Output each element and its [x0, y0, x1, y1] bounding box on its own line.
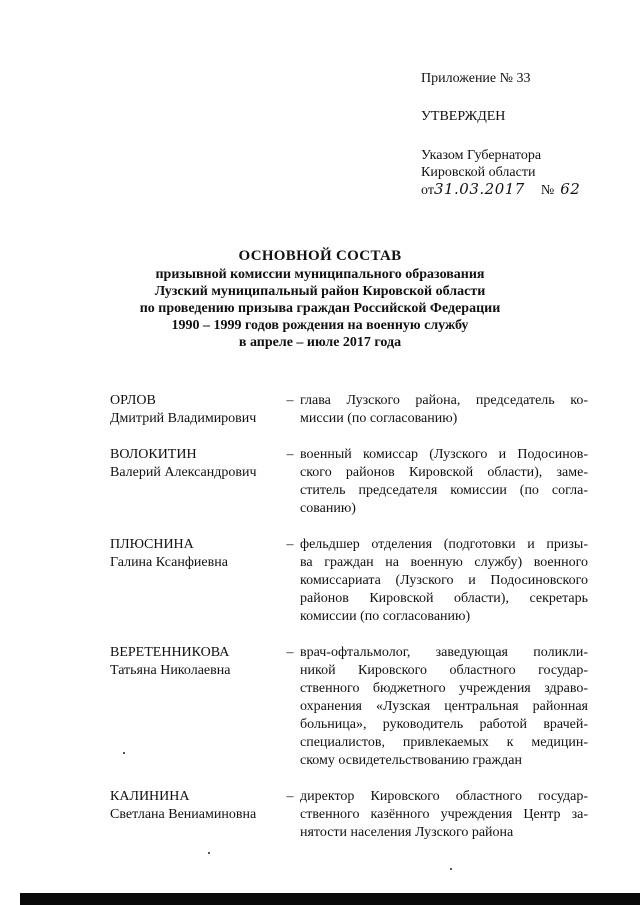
scan-speck: [450, 868, 452, 870]
member-entry: [110, 788, 588, 842]
member-name: [110, 644, 280, 770]
decree-date-line: [421, 181, 621, 199]
decree-number-label: №: [540, 183, 555, 198]
member-role-line: ского районов Кировской области), заме-: [300, 465, 588, 480]
member-given-names: Татьяна Николаевна: [110, 663, 231, 678]
member-role-line: ственного бюджетного учреждения здраво-: [300, 681, 588, 696]
member-entry: [110, 446, 588, 518]
member-role-line: больница», руководитель работой врачей-: [300, 717, 588, 732]
title-line: Лузский муниципальный район Кировской области: [154, 284, 486, 299]
member-role-line: охранения «Лузская центральная районная: [300, 699, 588, 714]
decree-line-2: Кировской области: [421, 165, 536, 180]
member-role-line: никой Кировского областного государ-: [300, 663, 588, 678]
member-role: [300, 446, 588, 518]
member-surname: ПЛЮСНИНА: [110, 537, 194, 552]
member-role: [300, 536, 588, 626]
member-dash: –: [286, 537, 294, 552]
member-name: [110, 446, 280, 518]
member-role-line: скому освидетельствованию граждан: [300, 753, 522, 768]
title-line: в апреле – июле 2017 года: [238, 335, 402, 350]
member-entry: [110, 392, 588, 428]
scan-speck: [208, 852, 210, 854]
member-given-names: Светлана Вениаминовна: [110, 807, 257, 822]
member-role-line: специалистов, привлекаемых к медицин-: [300, 735, 588, 750]
member-dash: –: [286, 447, 294, 462]
member-role-line: фельдшер отделения (подготовки и призы-: [300, 537, 588, 552]
member-role-line: нятости населения Лузского района: [300, 825, 514, 840]
title-line: призывной комиссии муниципального образования: [155, 267, 485, 282]
member-surname: ВЕРЕТЕННИКОВА: [110, 645, 230, 660]
member-role-line: сованию): [300, 501, 356, 516]
document-title: [0, 247, 640, 351]
title-line: 1990 – 1999 годов рождения на военную службу: [171, 318, 469, 333]
member-surname: КАЛИНИНА: [110, 789, 190, 804]
member-name: [110, 536, 280, 626]
member-name: [110, 392, 280, 428]
title-line: по проведению призыва граждан Российской Федерации: [139, 301, 501, 316]
member-given-names: Галина Ксанфиевна: [110, 555, 228, 570]
member-surname: ВОЛОКИТИН: [110, 447, 197, 462]
member-dash: –: [286, 789, 294, 804]
decree-line-1: Указом Губернатора: [421, 148, 542, 163]
member-given-names: Валерий Александрович: [110, 465, 257, 480]
member-role: [300, 788, 588, 842]
member-role-line: районов Кировской области), секретарь: [300, 591, 588, 606]
appendix-label: Приложение № 33: [421, 71, 531, 86]
member-role-line: глава Лузского района, председатель ко-: [300, 393, 588, 408]
member-role-line: миссии (по согласованию): [300, 411, 458, 426]
decree-date-handwritten: 31.03.2017: [433, 180, 525, 198]
scan-speck: [123, 752, 125, 754]
decree-number-handwritten: 62: [560, 180, 581, 198]
member-given-names: Дмитрий Владимирович: [110, 411, 257, 426]
member-dash: –: [286, 645, 294, 660]
member-role-line: комиссариата (Лузского и Подосиновского: [300, 573, 588, 588]
member-entry: [110, 536, 588, 626]
member-role-line: ститель председателя комиссии (по согла-: [300, 483, 588, 498]
member-entry: [110, 644, 588, 770]
date-prefix: от: [421, 183, 434, 198]
member-role-line: ва граждан на военную службу) военного: [300, 555, 588, 570]
member-role-line: комиссии (по согласованию): [300, 609, 471, 624]
approved-label: УТВЕРЖДЕН: [421, 109, 506, 124]
member-role: [300, 392, 588, 428]
approval-block: [421, 70, 621, 199]
member-dash: –: [286, 393, 294, 408]
scan-edge-bar: [20, 893, 640, 905]
member-role-line: врач-офтальмолог, заведующая поликли-: [300, 645, 588, 660]
member-name: [110, 788, 280, 842]
commission-roster: [110, 392, 588, 860]
member-role: [300, 644, 588, 770]
title-main: ОСНОВНОЙ СОСТАВ: [238, 248, 402, 264]
member-role-line: директор Кировского областного государ-: [300, 789, 588, 804]
member-role-line: ственного казённого учреждения Центр за-: [300, 807, 588, 822]
member-surname: ОРЛОВ: [110, 393, 156, 408]
member-role-line: военный комиссар (Лузского и Подосинов-: [300, 447, 588, 462]
